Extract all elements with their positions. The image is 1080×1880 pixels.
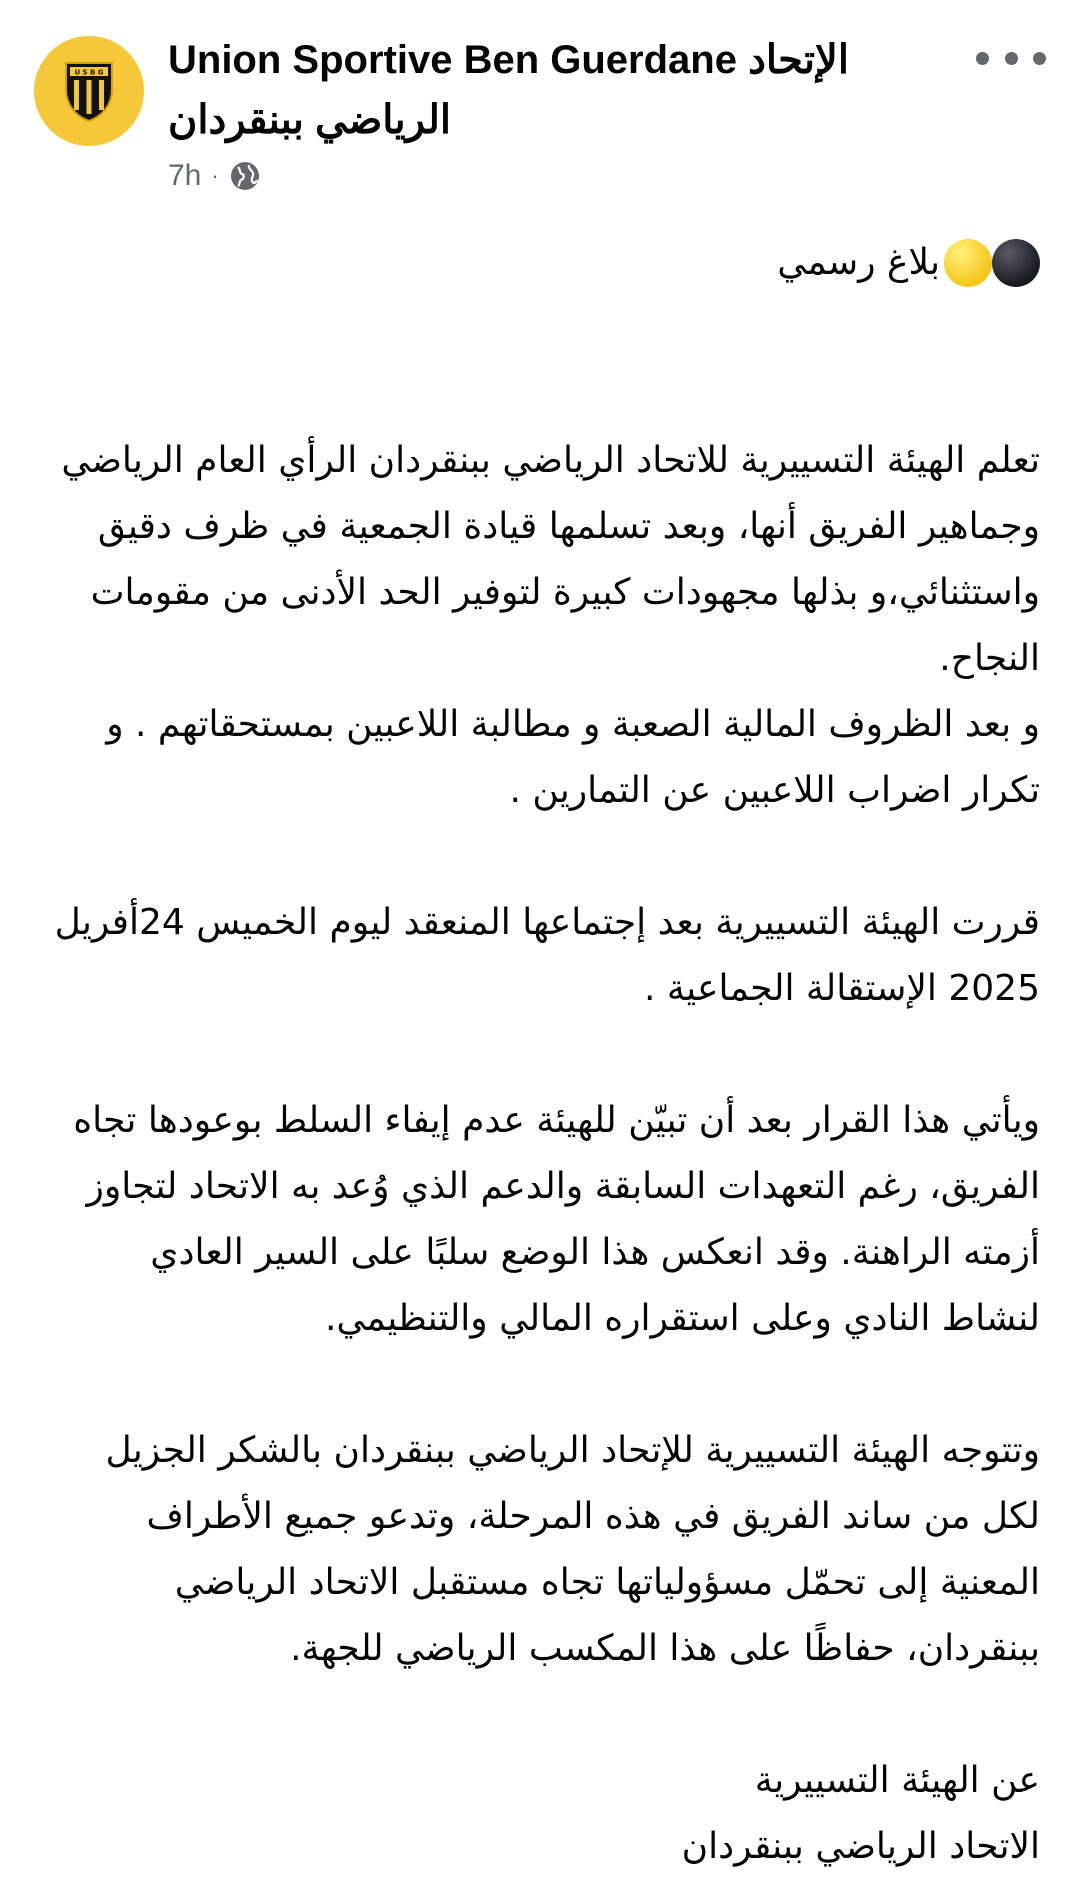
page-name-link[interactable]: Union Sportive Ben Guerdane الإتحاد الرياضي ببنقردان [168, 38, 849, 142]
headline-text: بلاغ رسمي [777, 242, 940, 283]
club-crest-icon [62, 59, 116, 123]
more-options-button[interactable] [976, 38, 1046, 78]
paragraph-reason: ويأتي هذا القرار بعد أن تبيّن للهيئة عدم إيفاء السلط بوعودها تجاه الفريق، رغم التعهدات السابقة والدعم الذي وُعد به الاتحاد لتجاوز أزمته الراهنة. وقد انعكس هذا الوضع سلبًا على السير العادي لنشاط النادي وعلى استقراره المالي والتنظيمي. [73, 1100, 1040, 1339]
page-avatar[interactable] [34, 36, 144, 146]
paragraph-decision: قررت الهيئة التسييرية بعد إجتماعها المنعقد ليوم الخميس 24أفريل 2025 الإستقالة الجماعية . [54, 902, 1040, 1009]
yellow-circle-emoji-icon [944, 239, 992, 287]
post-headline [50, 230, 1040, 296]
svg-text:U S B G: U S B G [74, 68, 104, 77]
post-timestamp[interactable]: 7h [168, 159, 202, 192]
globe-icon[interactable] [229, 160, 261, 192]
more-options-icon [976, 52, 989, 65]
paragraph-intro: تعلم الهيئة التسييرية للاتحاد الرياضي ببنقردان الرأي العام الرياضي وجماهير الفريق أنها، وبعد تسلمها قيادة الجمعية في ظرف دقيق واستثنائي،و بذلها مجهودات كبيرة لتوفير الحد الأدنى من مقومات النجاح. [61, 440, 1040, 679]
paragraph-circumstances: و بعد الظروف المالية الصعبة و مطالبة اللاعبين بمستحقاتهم . و تكرار اضراب اللاعبين عن التمارين . [106, 704, 1040, 811]
post-header [0, 0, 1080, 200]
black-circle-emoji-icon [992, 239, 1040, 287]
post-body [50, 230, 1040, 1880]
more-options-icon [1033, 52, 1046, 65]
paragraph-thanks: وتتوجه الهيئة التسييرية للإتحاد الرياضي ببنقردان بالشكر الجزيل لكل من ساند الفريق في هذه المرحلة، وتدعو جميع الأطراف المعنية إلى تحمّل مسؤولياتها تجاه مستقبل الاتحاد الرياضي ببنقردان، حفاظًا على هذا المكسب الرياضي للجهة. [105, 1430, 1040, 1669]
more-options-icon [1005, 52, 1018, 65]
signature-club: الاتحاد الرياضي ببنقردان [681, 1826, 1040, 1867]
meta-separator: · [211, 163, 219, 188]
post-meta [168, 156, 261, 196]
signature-committee: عن الهيئة التسييرية [754, 1760, 1040, 1801]
